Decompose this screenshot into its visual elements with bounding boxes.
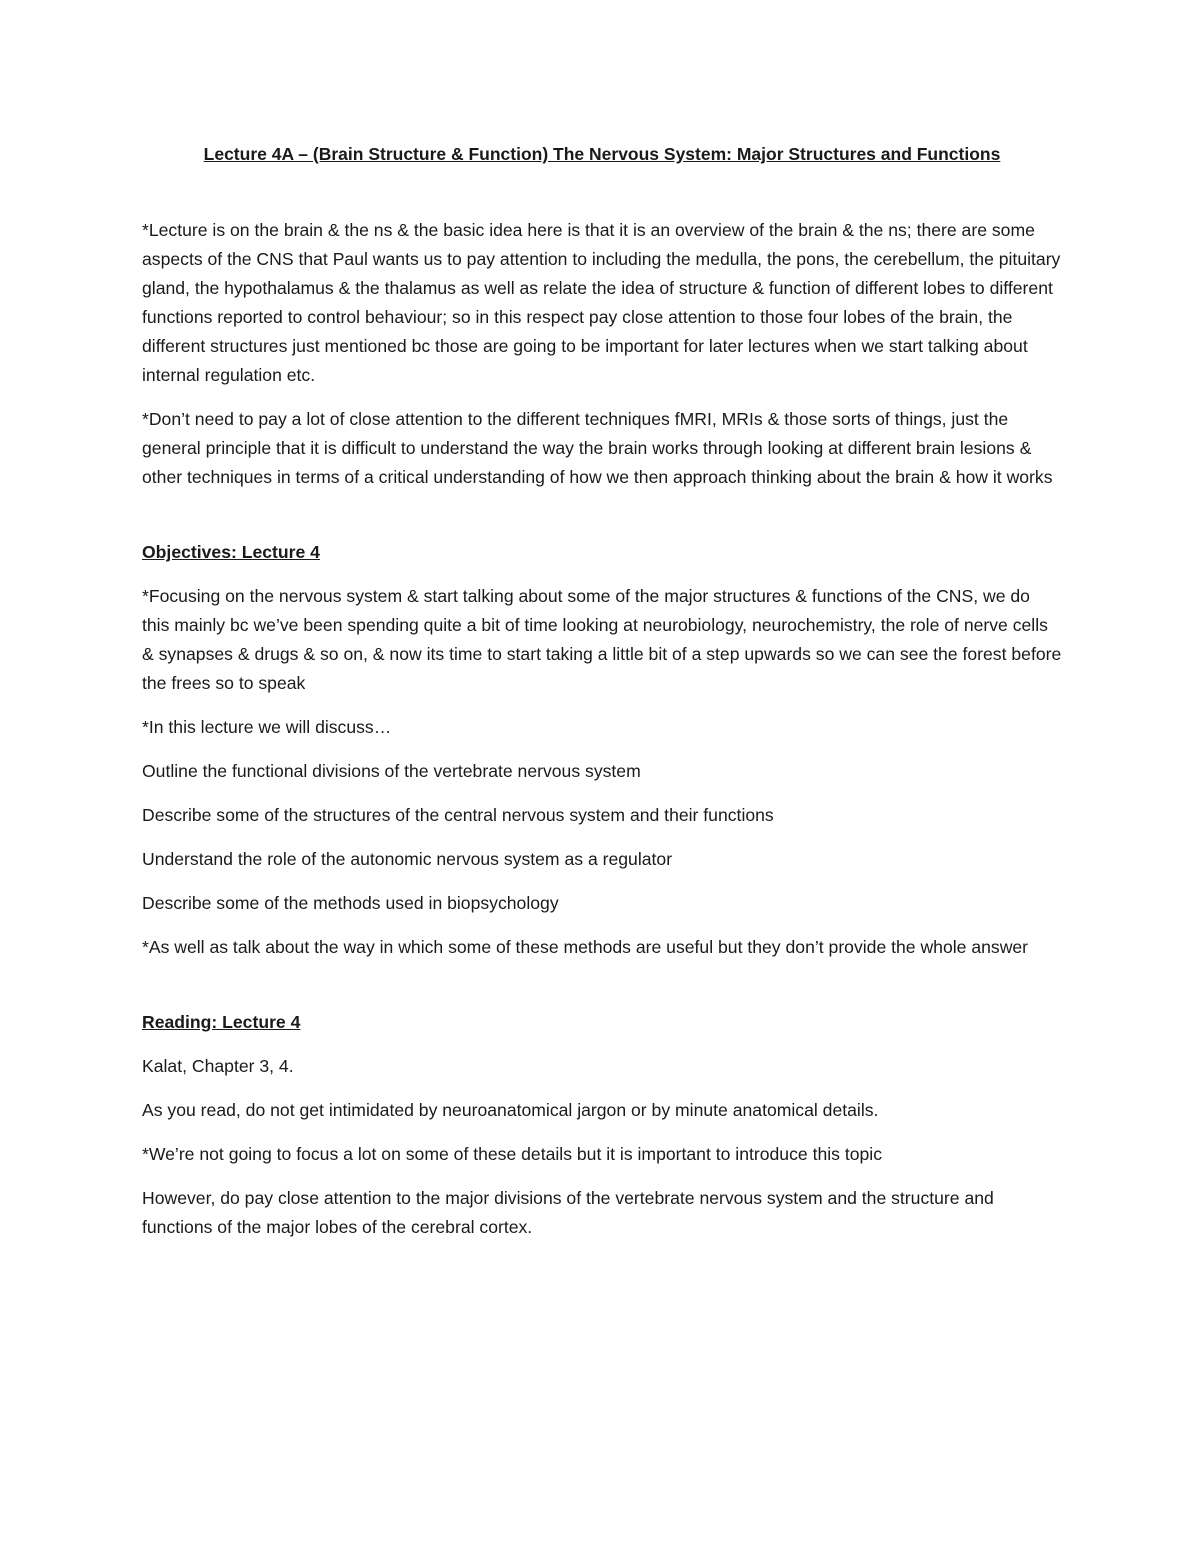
- objectives-heading: Objectives: Lecture 4: [142, 542, 320, 562]
- objectives-paragraph: *Focusing on the nervous system & start talking about some of the major structures & functions of the CNS, we do this mainly bc we’ve been spending quite a bit of time looking at neurobiology, neurochemistry, the role of nerve cells & synapses & drugs & so on, & now its time to start taking a little bit of a step upwards so we can see the forest before the frees so to speak: [142, 586, 1062, 693]
- objective-item: Understand the role of the autonomic nervous system as a regulator: [142, 849, 673, 869]
- document-body: [142, 140, 1062, 1242]
- reading-paragraph: As you read, do not get intimidated by neuroanatomical jargon or by minute anatomical details.: [142, 1100, 879, 1120]
- intro-paragraph: *Don’t need to pay a lot of close attention to the different techniques fMRI, MRIs & those sorts of things, just the general principle that it is difficult to understand the way the brain works through looking at different brain lesions & other techniques in terms of a critical understanding of how we then approach thinking about the brain & how it works: [142, 409, 1053, 487]
- objective-item: Outline the functional divisions of the vertebrate nervous system: [142, 761, 641, 781]
- objective-item: Describe some of the structures of the central nervous system and their functions: [142, 805, 774, 825]
- objectives-paragraph: *In this lecture we will discuss…: [142, 717, 392, 737]
- reading-paragraph: However, do pay close attention to the major divisions of the vertebrate nervous system and the structure and functions of the major lobes of the cerebral cortex.: [142, 1188, 994, 1237]
- objective-item: Describe some of the methods used in biopsychology: [142, 893, 559, 913]
- document-title: Lecture 4A – (Brain Structure & Function) The Nervous System: Major Structures and Functions: [203, 144, 1001, 164]
- objectives-paragraph: *As well as talk about the way in which some of these methods are useful but they don’t provide the whole answer: [142, 937, 1029, 957]
- reading-paragraph: *We’re not going to focus a lot on some of these details but it is important to introduce this topic: [142, 1144, 882, 1164]
- reading-heading: Reading: Lecture 4: [142, 1012, 301, 1032]
- reading-paragraph: Kalat, Chapter 3, 4.: [142, 1056, 294, 1076]
- intro-paragraph: *Lecture is on the brain & the ns & the basic idea here is that it is an overview of the brain & the ns; there are some aspects of the CNS that Paul wants us to pay attention to including the medulla, the pons, the cerebellum, the pituitary gland, the hypothalamus & the thalamus as well as relate the idea of structure & function of different lobes to different functions reported to control behaviour; so in this respect pay close attention to those four lobes of the brain, the different structures just mentioned bc those are going to be important for later lectures when we start talking about internal regulation etc.: [142, 220, 1061, 385]
